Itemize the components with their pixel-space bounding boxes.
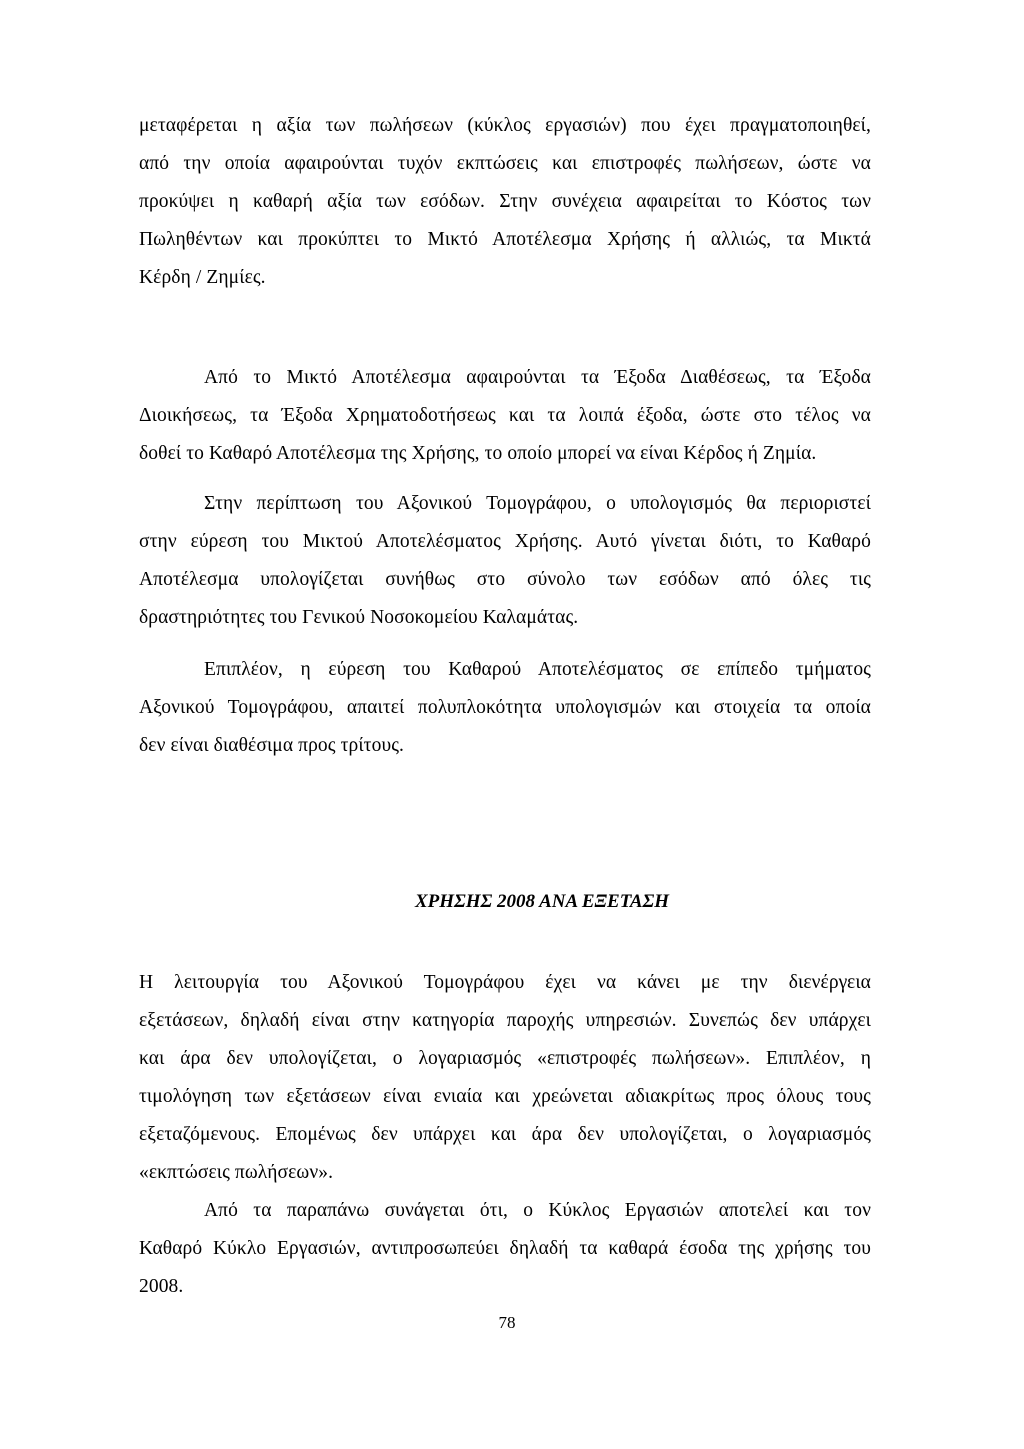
text-line: εξετάσεων, δηλαδή είναι στην κατηγορία παροχής υπηρεσιών. Συνεπώς δεν υπάρχει (139, 1010, 871, 1031)
text-line: μεταφέρεται η αξία των πωλήσεων (κύκλος εργασιών) που έχει πραγματοποιηθεί, (139, 115, 871, 136)
text-line: Πωληθέντων και προκύπτει το Μικτό Αποτέλεσμα Χρήσης ή αλλιώς, τα Μικτά (139, 229, 871, 250)
text-line: Αξονικού Τομογράφου, απαιτεί πολυπλοκότητα υπολογισμών και στοιχεία τα οποία (139, 697, 871, 718)
text-line: Αποτέλεσμα υπολογίζεται συνήθως στο σύνολο των εσόδων από όλες τις (139, 569, 871, 590)
text-line: και άρα δεν υπολογίζεται, ο λογαριασμός «επιστροφές πωλήσεων». Επιπλέον, η (139, 1048, 871, 1069)
text-line: στην εύρεση του Μικτού Αποτελέσματος Χρήσης. Αυτό γίνεται διότι, το Καθαρό (139, 531, 871, 552)
text-line: Κέρδη / Ζημίες. (139, 267, 266, 288)
text-line: Από το Μικτό Αποτέλεσμα αφαιρούνται τα Έξοδα Διαθέσεως, τα Έξοδα (204, 367, 871, 388)
section-heading: ΧΡΗΣΗΣ 2008 ΑΝΑ ΕΞΕΤΑΣΗ (414, 891, 670, 912)
text-line: Στην περίπτωση του Αξονικού Τομογράφου, ο υπολογισμός θα περιοριστεί (204, 493, 871, 514)
text-line: «εκπτώσεις πωλήσεων». (139, 1162, 334, 1183)
page-number: 78 (498, 1313, 516, 1332)
text-line: δεν είναι διαθέσιμα προς τρίτους. (139, 735, 405, 756)
text-line: 2008. (139, 1276, 184, 1297)
text-line: από την οποία αφαιρούνται τυχόν εκπτώσεις και επιστροφές πωλήσεων, ώστε να (139, 153, 871, 174)
text-line: προκύψει η καθαρή αξία των εσόδων. Στην συνέχεια αφαιρείται το Κόστος των (139, 191, 871, 212)
text-line: Διοικήσεως, τα Έξοδα Χρηματοδοτήσεως και τα λοιπά έξοδα, ώστε στο τέλος να (139, 405, 871, 426)
text-line: εξεταζόμενους. Επομένως δεν υπάρχει και άρα δεν υπολογίζεται, ο λογαριασμός (139, 1124, 871, 1145)
text-line: Καθαρό Κύκλο Εργασιών, αντιπροσωπεύει δηλαδή τα καθαρά έσοδα της χρήσης του (139, 1238, 871, 1259)
text-line: δραστηριότητες του Γενικού Νοσοκομείου Καλαμάτας. (139, 607, 579, 628)
text-line: τιμολόγηση των εξετάσεων είναι ενιαία και χρεώνεται αδιακρίτως προς όλους τους (139, 1086, 871, 1107)
text-line: Επιπλέον, η εύρεση του Καθαρού Αποτελέσματος σε επίπεδο τμήματος (204, 659, 871, 680)
text-line: Η λειτουργία του Αξονικού Τομογράφου έχει να κάνει με την διενέργεια (139, 972, 871, 993)
text-line: δοθεί το Καθαρό Αποτέλεσμα της Χρήσης, το οποίο μπορεί να είναι Κέρδος ή Ζημία. (139, 443, 817, 464)
text-line: Από τα παραπάνω συνάγεται ότι, ο Κύκλος Εργασιών αποτελεί και τον (204, 1200, 871, 1221)
